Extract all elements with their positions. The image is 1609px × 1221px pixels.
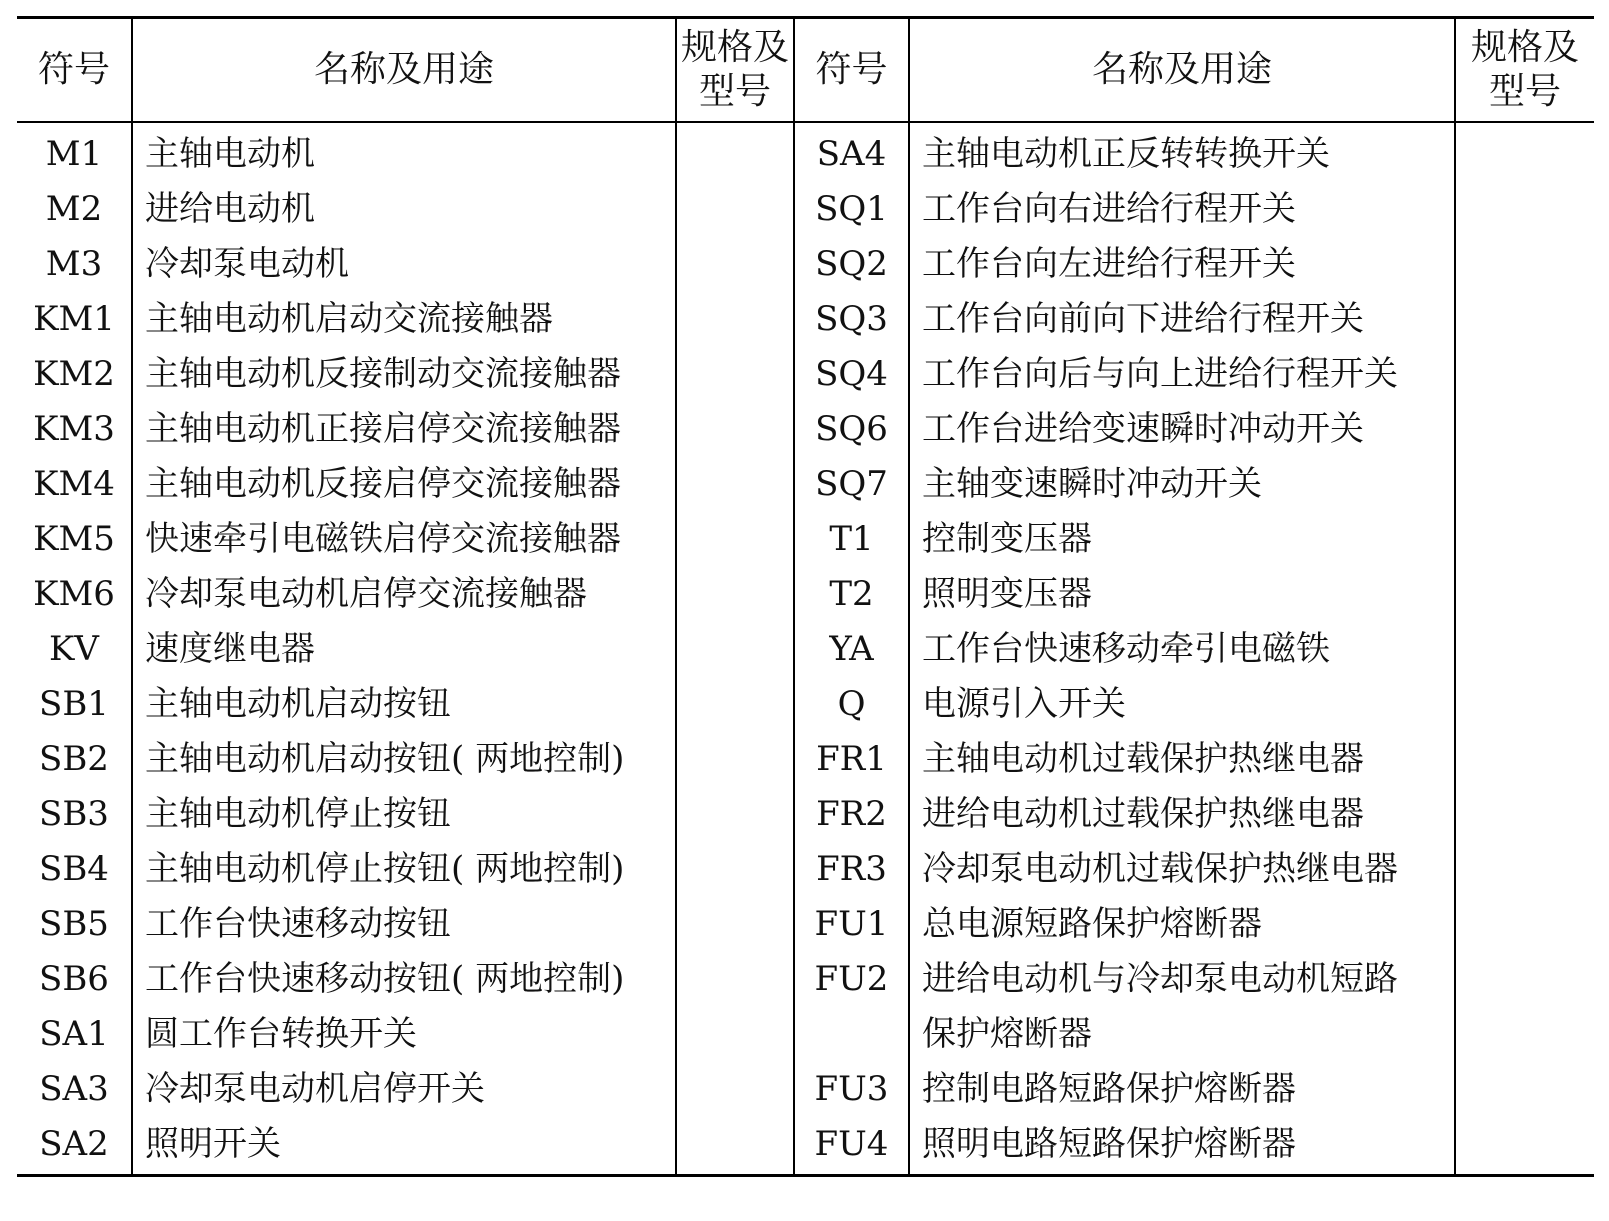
right-name-cell: 控制变压器 bbox=[909, 512, 1455, 567]
table-row bbox=[17, 732, 1594, 787]
right-name-cell: 工作台进给变速瞬时冲动开关 bbox=[909, 402, 1455, 457]
left-name-cell: 圆工作台转换开关 bbox=[132, 1007, 676, 1062]
right-spec-cell bbox=[1455, 347, 1594, 402]
right-symbol-cell: Q bbox=[794, 677, 909, 732]
table-row bbox=[17, 622, 1594, 677]
right-name-cell: 电源引入开关 bbox=[909, 677, 1455, 732]
left-name-cell: 工作台快速移动按钮( 两地控制) bbox=[132, 952, 676, 1007]
left-symbol-cell: M1 bbox=[45, 134, 103, 174]
table-row bbox=[17, 842, 1594, 897]
left-name-cell: 主轴电动机反接制动交流接触器 bbox=[132, 347, 676, 402]
left-name-cell: 快速牵引电磁铁启停交流接触器 bbox=[132, 512, 676, 567]
right-spec-cell bbox=[1455, 402, 1594, 457]
right-symbol-cell: T2 bbox=[794, 567, 909, 622]
left-spec-cell bbox=[676, 292, 794, 347]
right-symbol-cell: T1 bbox=[794, 512, 909, 567]
right-symbol-cell: FU1 bbox=[794, 897, 909, 952]
right-symbol-cell: FR1 bbox=[794, 732, 909, 787]
left-name-cell: 主轴电动机停止按钮( 两地控制) bbox=[132, 842, 676, 897]
left-name-cell: 主轴电动机 bbox=[132, 122, 676, 182]
right-spec-cell bbox=[1455, 237, 1594, 292]
left-name-cell: 主轴电动机反接启停交流接触器 bbox=[132, 457, 676, 512]
left-spec-cell bbox=[676, 402, 794, 457]
right-spec-cell bbox=[1455, 512, 1594, 567]
left-spec-cell bbox=[676, 457, 794, 512]
right-spec-cell bbox=[1455, 897, 1594, 952]
left-name-cell: 冷却泵电动机启停交流接触器 bbox=[132, 567, 676, 622]
right-symbol-cell: FU2 bbox=[794, 952, 909, 1007]
right-name-cell: 工作台向右进给行程开关 bbox=[909, 182, 1455, 237]
header-spec-line2: 型号 bbox=[1488, 71, 1561, 112]
right-symbol-cell: SQ6 bbox=[794, 402, 909, 457]
table-row bbox=[17, 402, 1594, 457]
right-spec-cell bbox=[1455, 457, 1594, 512]
header-symbol-right: 符号 bbox=[794, 18, 909, 123]
table-row bbox=[17, 512, 1594, 567]
left-spec-cell bbox=[676, 512, 794, 567]
right-symbol-cell: SQ7 bbox=[794, 457, 909, 512]
right-name-cell: 工作台快速移动牵引电磁铁 bbox=[909, 622, 1455, 677]
right-symbol-cell: FU4 bbox=[794, 1117, 909, 1176]
header-spec-left bbox=[676, 18, 794, 123]
right-spec-cell bbox=[1455, 622, 1594, 677]
left-symbol-cell: SB5 bbox=[39, 904, 109, 944]
right-name-cell: 控制电路短路保护熔断器 bbox=[909, 1062, 1455, 1117]
right-spec-cell bbox=[1455, 787, 1594, 842]
left-name-cell: 照明开关 bbox=[132, 1117, 676, 1176]
left-symbol-cell: KM4 bbox=[33, 464, 115, 504]
electrical-components-table bbox=[17, 16, 1594, 1177]
left-name-cell: 工作台快速移动按钮 bbox=[132, 897, 676, 952]
right-name-cell: 工作台向后与向上进给行程开关 bbox=[909, 347, 1455, 402]
left-symbol-cell: SA2 bbox=[39, 1124, 109, 1164]
left-name-cell: 主轴电动机正接启停交流接触器 bbox=[132, 402, 676, 457]
right-spec-cell bbox=[1455, 292, 1594, 347]
right-name-cell: 主轴变速瞬时冲动开关 bbox=[909, 457, 1455, 512]
left-name-cell: 主轴电动机停止按钮 bbox=[132, 787, 676, 842]
right-spec-cell bbox=[1455, 567, 1594, 622]
left-name-cell: 主轴电动机启动按钮( 两地控制) bbox=[132, 732, 676, 787]
table-row bbox=[17, 347, 1594, 402]
table-row bbox=[17, 122, 1594, 182]
right-symbol-cell: YA bbox=[794, 622, 909, 677]
left-name-cell: 冷却泵电动机启停开关 bbox=[132, 1062, 676, 1117]
left-symbol-cell: SA1 bbox=[39, 1014, 109, 1054]
right-name-cell: 主轴电动机过载保护热继电器 bbox=[909, 732, 1455, 787]
right-spec-cell bbox=[1455, 952, 1594, 1007]
left-spec-cell bbox=[676, 787, 794, 842]
left-spec-cell bbox=[676, 677, 794, 732]
left-symbol-cell: KM1 bbox=[33, 299, 115, 339]
table-row bbox=[17, 897, 1594, 952]
left-spec-cell bbox=[676, 622, 794, 677]
header-symbol-left: 符号 bbox=[17, 18, 132, 123]
right-symbol-cell: FR2 bbox=[794, 787, 909, 842]
left-spec-cell bbox=[676, 952, 794, 1007]
left-symbol-cell: SB3 bbox=[39, 794, 109, 834]
header-name-left: 名称及用途 bbox=[132, 18, 676, 123]
left-spec-cell bbox=[676, 1062, 794, 1117]
header-spec-right bbox=[1455, 18, 1594, 123]
right-symbol-cell: SQ4 bbox=[794, 347, 909, 402]
right-name-cell: 照明电路短路保护熔断器 bbox=[909, 1117, 1455, 1176]
right-name-cell: 工作台向左进给行程开关 bbox=[909, 237, 1455, 292]
right-name-cell: 主轴电动机正反转转换开关 bbox=[909, 122, 1455, 182]
left-symbol-cell: SB2 bbox=[39, 739, 109, 779]
table-row bbox=[17, 237, 1594, 292]
right-spec-cell bbox=[1455, 122, 1594, 182]
left-symbol-cell: KM3 bbox=[33, 409, 115, 449]
table-row bbox=[17, 567, 1594, 622]
left-symbol-cell: KM2 bbox=[33, 354, 115, 394]
right-name-cell: 保护熔断器 bbox=[909, 1007, 1455, 1062]
header-spec-line1: 规格及 bbox=[1470, 27, 1579, 68]
component-table-container bbox=[17, 16, 1594, 1177]
left-name-cell: 主轴电动机启动按钮 bbox=[132, 677, 676, 732]
left-spec-cell bbox=[676, 182, 794, 237]
right-symbol-cell: SQ1 bbox=[794, 182, 909, 237]
right-spec-cell bbox=[1455, 1007, 1594, 1062]
header-row bbox=[17, 18, 1594, 123]
header-name-right: 名称及用途 bbox=[909, 18, 1455, 123]
table-row bbox=[17, 787, 1594, 842]
right-name-cell: 总电源短路保护熔断器 bbox=[909, 897, 1455, 952]
left-spec-cell bbox=[676, 347, 794, 402]
left-spec-cell bbox=[676, 122, 794, 182]
left-spec-cell bbox=[676, 1007, 794, 1062]
header-spec-line2: 型号 bbox=[698, 71, 771, 112]
right-spec-cell bbox=[1455, 732, 1594, 787]
left-symbol-cell: SB4 bbox=[39, 849, 109, 889]
left-symbol-cell: KM5 bbox=[33, 519, 115, 559]
table-row bbox=[17, 292, 1594, 347]
left-symbol-cell: SA3 bbox=[39, 1069, 109, 1109]
right-spec-cell bbox=[1455, 182, 1594, 237]
right-symbol-cell: FR3 bbox=[794, 842, 909, 897]
right-name-cell: 照明变压器 bbox=[909, 567, 1455, 622]
right-symbol-cell bbox=[794, 1007, 909, 1062]
left-symbol-cell: M3 bbox=[45, 244, 103, 284]
left-symbol-cell: SB6 bbox=[39, 959, 109, 999]
right-symbol-cell: SQ2 bbox=[794, 237, 909, 292]
left-spec-cell bbox=[676, 567, 794, 622]
table-row bbox=[17, 182, 1594, 237]
left-name-cell: 冷却泵电动机 bbox=[132, 237, 676, 292]
left-symbol-cell: M2 bbox=[45, 189, 103, 229]
left-name-cell: 主轴电动机启动交流接触器 bbox=[132, 292, 676, 347]
table-row bbox=[17, 677, 1594, 732]
table-row bbox=[17, 457, 1594, 512]
right-spec-cell bbox=[1455, 1117, 1594, 1176]
table-row bbox=[17, 1007, 1594, 1062]
table-row bbox=[17, 952, 1594, 1007]
right-name-cell: 冷却泵电动机过载保护热继电器 bbox=[909, 842, 1455, 897]
right-symbol-cell: FU3 bbox=[794, 1062, 909, 1117]
right-name-cell: 工作台向前向下进给行程开关 bbox=[909, 292, 1455, 347]
table-row bbox=[17, 1062, 1594, 1117]
table-body bbox=[17, 122, 1594, 1176]
right-name-cell: 进给电动机过载保护热继电器 bbox=[909, 787, 1455, 842]
right-name-cell: 进给电动机与冷却泵电动机短路 bbox=[909, 952, 1455, 1007]
left-symbol-cell: KV bbox=[49, 629, 99, 669]
left-symbol-cell: KM6 bbox=[33, 574, 115, 614]
right-spec-cell bbox=[1455, 677, 1594, 732]
left-spec-cell bbox=[676, 1117, 794, 1176]
right-symbol-cell: SQ3 bbox=[794, 292, 909, 347]
right-spec-cell bbox=[1455, 1062, 1594, 1117]
left-name-cell: 速度继电器 bbox=[132, 622, 676, 677]
right-symbol-cell: SA4 bbox=[794, 122, 909, 182]
left-spec-cell bbox=[676, 897, 794, 952]
left-name-cell: 进给电动机 bbox=[132, 182, 676, 237]
left-spec-cell bbox=[676, 237, 794, 292]
table-row bbox=[17, 1117, 1594, 1176]
right-spec-cell bbox=[1455, 842, 1594, 897]
left-spec-cell bbox=[676, 732, 794, 787]
header-spec-line1: 规格及 bbox=[680, 27, 789, 68]
left-spec-cell bbox=[676, 842, 794, 897]
left-symbol-cell: SB1 bbox=[39, 684, 109, 724]
